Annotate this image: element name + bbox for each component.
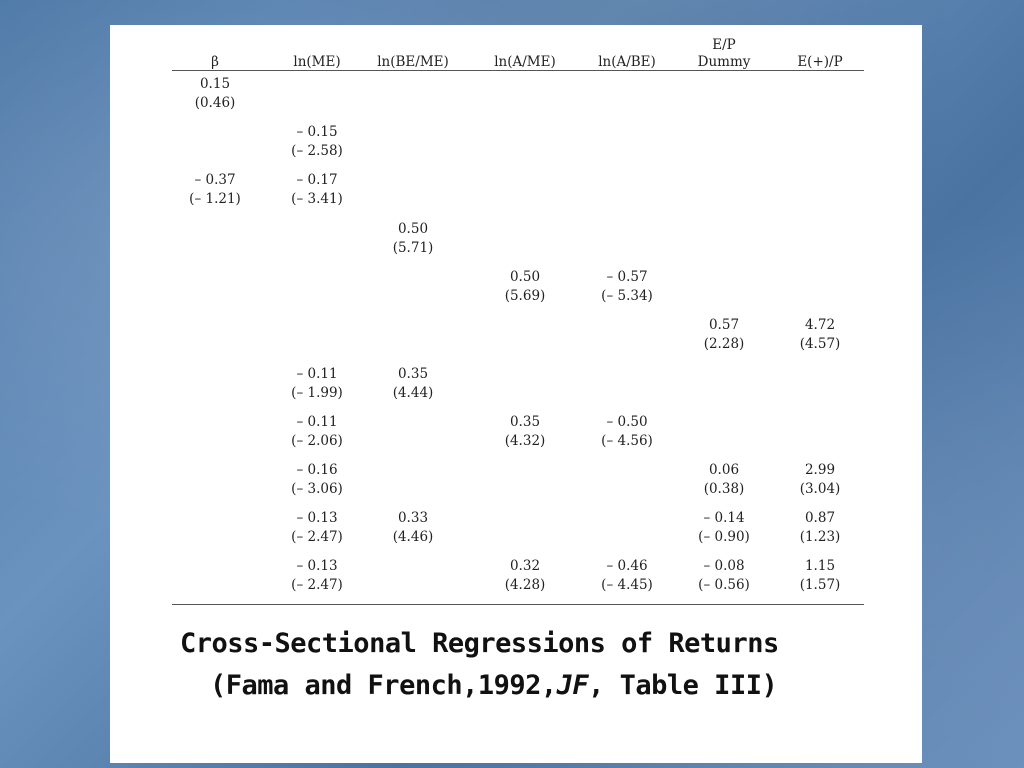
caption-source-suffix: , Table III): [588, 670, 778, 701]
table-cell: [475, 413, 575, 451]
bottom-rule: [172, 604, 864, 605]
column-header-line1: E/P: [712, 37, 736, 53]
table-cell: [267, 171, 367, 209]
t-statistic: (– 5.34): [601, 288, 653, 304]
coefficient: – 0.08: [703, 558, 745, 574]
t-statistic: (4.46): [392, 529, 434, 545]
t-statistic: (– 3.41): [291, 191, 343, 207]
coefficient: – 0.13: [296, 558, 338, 574]
table-cell: [363, 509, 463, 547]
column-header-line2: Dummy: [697, 54, 751, 70]
table-cell: [770, 557, 870, 595]
table-cell: [267, 509, 367, 547]
coefficient: 0.33: [397, 510, 429, 526]
coefficient: – 0.14: [703, 510, 745, 526]
t-statistic: (– 1.21): [189, 191, 241, 207]
coefficient: 2.99: [804, 462, 836, 478]
t-statistic: (– 3.06): [291, 481, 343, 497]
table-cell: [363, 220, 463, 258]
t-statistic: (1.23): [799, 529, 841, 545]
coefficient: 0.35: [509, 414, 541, 430]
t-statistic: (– 2.06): [291, 433, 343, 449]
column-header: [475, 25, 575, 71]
coefficient: – 0.37: [194, 172, 236, 188]
t-statistic: (– 2.47): [291, 529, 343, 545]
table-cell: [770, 316, 870, 354]
table-cell: [577, 413, 677, 451]
table-cell: [363, 365, 463, 403]
coefficient: 0.87: [804, 510, 836, 526]
caption-journal: JF: [556, 670, 589, 701]
table-cell: [674, 461, 774, 499]
coefficient: 0.57: [708, 317, 740, 333]
t-statistic: (5.69): [504, 288, 546, 304]
coefficient: 0.50: [397, 221, 429, 237]
coefficient: – 0.16: [296, 462, 338, 478]
coefficient: – 0.57: [606, 269, 648, 285]
table-cell: [577, 268, 677, 306]
column-header: [267, 25, 367, 71]
column-header: [674, 25, 774, 71]
table-cell: [165, 171, 265, 209]
t-statistic: (0.46): [194, 95, 236, 111]
column-header-line2: ln(ME): [293, 54, 341, 70]
column-header-line2: ln(A/ME): [494, 54, 556, 70]
coefficient: – 0.50: [606, 414, 648, 430]
t-statistic: (– 4.45): [601, 577, 653, 593]
coefficient: 0.32: [509, 558, 541, 574]
t-statistic: (4.44): [392, 385, 434, 401]
column-header-line2: ln(BE/ME): [377, 54, 449, 70]
t-statistic: (– 0.56): [698, 577, 750, 593]
column-header-line2: β: [211, 54, 219, 70]
table-cell: [267, 365, 367, 403]
table-cell: [267, 461, 367, 499]
coefficient: – 0.11: [296, 414, 338, 430]
table-cell: [770, 461, 870, 499]
coefficient: – 0.11: [296, 366, 338, 382]
column-header: [165, 25, 265, 71]
t-statistic: (3.04): [799, 481, 841, 497]
column-header: [363, 25, 463, 71]
coefficient: 4.72: [804, 317, 836, 333]
t-statistic: (– 4.56): [601, 433, 653, 449]
t-statistic: (5.71): [392, 240, 434, 256]
table-cell: [475, 268, 575, 306]
t-statistic: (4.32): [504, 433, 546, 449]
caption-source-prefix: (Fama and French,1992,: [210, 670, 557, 701]
coefficient: – 0.15: [296, 124, 338, 140]
t-statistic: (– 2.47): [291, 577, 343, 593]
column-header: [577, 25, 677, 71]
coefficient: 0.15: [199, 76, 231, 92]
t-statistic: (2.28): [703, 336, 745, 352]
t-statistic: (1.57): [799, 577, 841, 593]
table-cell: [770, 509, 870, 547]
table-cell: [674, 316, 774, 354]
t-statistic: (0.38): [703, 481, 745, 497]
table-cell: [674, 557, 774, 595]
coefficient: 0.50: [509, 269, 541, 285]
table-cell: [475, 557, 575, 595]
coefficient: – 0.17: [296, 172, 338, 188]
t-statistic: (– 1.99): [291, 385, 343, 401]
coefficient: 1.15: [804, 558, 836, 574]
table-cell: [267, 123, 367, 161]
coefficient: 0.35: [397, 366, 429, 382]
coefficient: 0.06: [708, 462, 740, 478]
t-statistic: (– 2.58): [291, 143, 343, 159]
table-cell: [165, 75, 265, 113]
coefficient: – 0.46: [606, 558, 648, 574]
caption-title: Cross-Sectional Regressions of Returns: [180, 628, 779, 659]
caption-source: [210, 665, 777, 707]
t-statistic: (4.57): [799, 336, 841, 352]
column-header: [770, 25, 870, 71]
column-header-line2: ln(A/BE): [598, 54, 656, 70]
table-cell: [267, 557, 367, 595]
column-header-line2: E(+)/P: [797, 54, 843, 70]
table-cell: [674, 509, 774, 547]
table-cell: [267, 413, 367, 451]
header-rule: [172, 70, 864, 71]
slide-panel: [110, 25, 922, 763]
t-statistic: (– 0.90): [698, 529, 750, 545]
coefficient: – 0.13: [296, 510, 338, 526]
table-header: [172, 25, 864, 71]
table-cell: [577, 557, 677, 595]
t-statistic: (4.28): [504, 577, 546, 593]
